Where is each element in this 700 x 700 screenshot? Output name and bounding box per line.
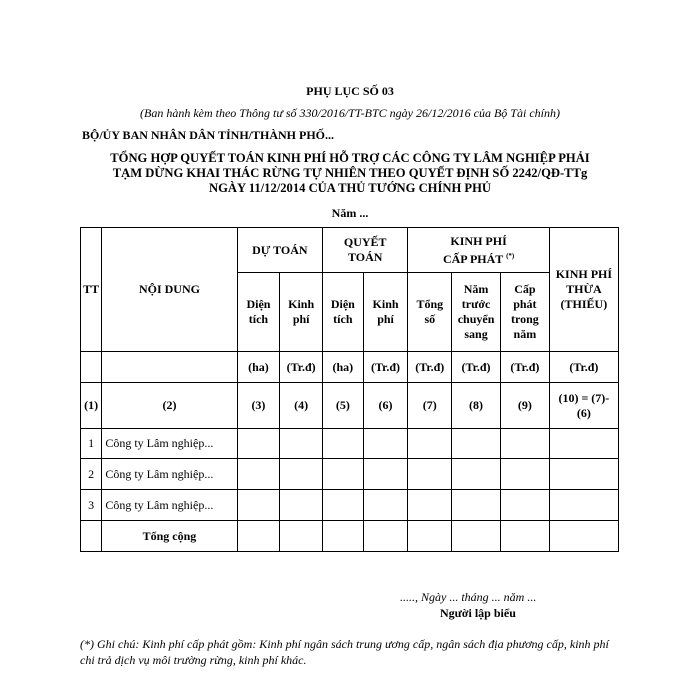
unit-cell: (Tr.đ) bbox=[549, 352, 618, 383]
issued-note: (Ban hành kèm theo Thông tư số 330/2016/TT-BTC ngày 26/12/2016 của Bộ Tài chính) bbox=[140, 106, 560, 120]
sub-in-year: Cấp phát trong năm bbox=[500, 273, 549, 352]
unit-cell: (Tr.đ) bbox=[408, 352, 452, 383]
header-estimate: DỰ TOÁN bbox=[237, 228, 322, 273]
header-settlement: QUYẾT TOÁN bbox=[323, 228, 408, 273]
table-row bbox=[81, 459, 619, 490]
appendix-title: PHỤ LỤC SỐ 03 bbox=[306, 84, 394, 98]
ministry-heading: BỘ/ỦY BAN NHÂN DÂN TỈNH/THÀNH PHỐ... bbox=[82, 128, 335, 142]
total-label: Tổng cộng bbox=[102, 521, 237, 552]
row-tt: 3 bbox=[81, 490, 102, 521]
unit-cell: (Tr.đ) bbox=[363, 352, 408, 383]
unit-cell: (Tr.đ) bbox=[452, 352, 501, 383]
col-number: (5) bbox=[323, 383, 364, 429]
row-tt: 2 bbox=[81, 459, 102, 490]
header-surplus: KINH PHÍ THỪA (THIẾU) bbox=[549, 228, 618, 352]
col-formula: (10) = (7)- (6) bbox=[549, 383, 618, 429]
total-row bbox=[81, 521, 619, 552]
col-number: (4) bbox=[280, 383, 323, 429]
col-number: (8) bbox=[452, 383, 501, 429]
signature-date: ....., Ngày ... tháng ... năm ... bbox=[400, 590, 537, 604]
unit-cell: (ha) bbox=[323, 352, 364, 383]
footnote: (*) Ghi chú: Kinh phí cấp phát gồm: Kinh phí ngân sách trung ương cấp, ngân sách địa phương cấp, kinh phí chi trả dịch vụ môi trường rừng, kinh phí khác. bbox=[80, 637, 609, 667]
row-tt: 1 bbox=[81, 429, 102, 459]
header-content: NỘI DUNG bbox=[102, 228, 237, 352]
col-number: (1) bbox=[81, 383, 102, 429]
header-tt: TT bbox=[81, 228, 102, 352]
report-title-line-1: TỔNG HỢP QUYẾT TOÁN KINH PHÍ HỖ TRỢ CÁC CÔNG TY LÂM NGHIỆP PHẢI bbox=[110, 151, 590, 165]
row-name: Công ty Lâm nghiệp... bbox=[102, 459, 237, 490]
unit-blank bbox=[102, 352, 237, 383]
settlement-table bbox=[80, 227, 619, 552]
row-name: Công ty Lâm nghiệp... bbox=[102, 490, 237, 521]
unit-cell: (Tr.đ) bbox=[280, 352, 323, 383]
col-number: (9) bbox=[500, 383, 549, 429]
sub-cost: Kinh phí bbox=[280, 273, 323, 352]
header-funding: KINH PHÍ CẤP PHÁT (*) bbox=[408, 228, 549, 273]
sub-area: Diện tích bbox=[323, 273, 364, 352]
report-year: Năm ... bbox=[331, 206, 369, 220]
unit-blank bbox=[81, 352, 102, 383]
sub-prev-year: Năm trước chuyển sang bbox=[452, 273, 501, 352]
report-title-line-3: NGÀY 11/12/2014 CỦA THỦ TƯỚNG CHÍNH PHỦ bbox=[209, 181, 491, 195]
table-row bbox=[81, 429, 619, 459]
table-row bbox=[81, 490, 619, 521]
col-number: (2) bbox=[102, 383, 237, 429]
col-number: (6) bbox=[363, 383, 408, 429]
col-number: (3) bbox=[237, 383, 280, 429]
report-title-line-2: TẠM DỪNG KHAI THÁC RỪNG TỰ NHIÊN THEO QUYẾT ĐỊNH SỐ 2242/QĐ-TTg bbox=[112, 166, 588, 180]
sub-area: Diện tích bbox=[237, 273, 280, 352]
signature-role: Người lập biểu bbox=[440, 606, 516, 620]
col-number: (7) bbox=[408, 383, 452, 429]
unit-cell: (Tr.đ) bbox=[500, 352, 549, 383]
sub-cost: Kinh phí bbox=[363, 273, 408, 352]
sub-total: Tổng số bbox=[408, 273, 452, 352]
unit-cell: (ha) bbox=[237, 352, 280, 383]
row-name: Công ty Lâm nghiệp... bbox=[102, 429, 237, 459]
